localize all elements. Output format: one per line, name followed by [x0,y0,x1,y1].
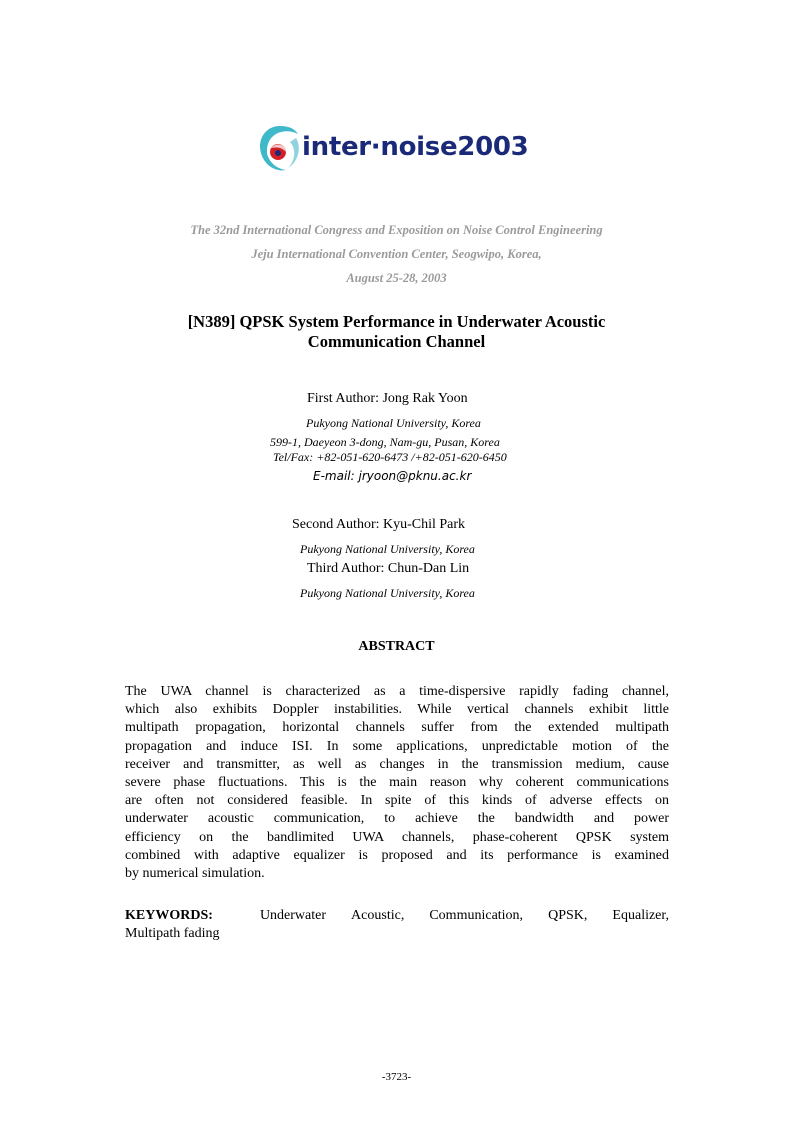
second-author-name: Second Author: Kyu-Chil Park [292,517,466,532]
abstract-line: efficiency on the bandlimited UWA channels, phase-coherent QPSK system [125,829,669,845]
first-author-email: E-mail: jryoon@pknu.ac.kr [313,469,472,483]
paper-title-line2: Communication Channel [307,332,486,351]
first-author-name: First Author: Jong Rak Yoon [307,391,468,406]
abstract-line: combined with adaptive equalizer is proposed and its performance is examined [125,847,669,863]
keyword: QPSK, [548,908,588,923]
keyword: Multipath fading [125,926,220,942]
page-number: -3723- [381,1071,412,1083]
keyword: Underwater [259,908,327,923]
keywords-label: KEYWORDS: [125,908,213,923]
keyword: Communication, [429,908,524,923]
paper-title-line1: [N389] QPSK System Performance in Underwater Acoustic [187,312,606,331]
abstract-line: multipath propagation, horizontal channels suffer from the extended multipath [125,720,669,736]
third-author-affiliation: Pukyong National University, Korea [300,586,475,600]
conference-venue: Jeju International Convention Center, Seogwipo, Korea, [251,247,542,261]
abstract-line: which also exhibits Doppler instabilities. While vertical channels exhibit little [125,702,669,718]
conference-logo [256,122,546,182]
abstract-body [125,683,669,883]
abstract-line: underwater acoustic communication, to achieve the bandwidth and power [125,811,669,827]
keyword: Acoustic, [351,908,405,923]
abstract-line: by numerical simulation. [125,866,265,882]
abstract-line: are often not considered feasible. In spite of this kinds of adverse effects on [125,793,669,809]
abstract-heading: ABSTRACT [358,639,435,654]
abstract-line: receiver and transmitter, as well as changes in the transmission medium, cause [125,756,669,772]
first-author-affiliation: Pukyong National University, Korea [306,416,481,430]
keyword: Equalizer, [612,908,669,923]
abstract-line: The UWA channel is characterized as a time-dispersive rapidly fading channel, [125,684,669,699]
first-author-address: 599-1, Daeyeon 3-dong, Nam-gu, Pusan, Korea [270,435,500,449]
first-author-telfax: Tel/Fax: +82-051-620-6473 /+82-051-620-6450 [273,450,507,464]
logo-text: inter·noise2003 [302,132,529,162]
third-author-name: Third Author: Chun-Dan Lin [307,561,470,576]
abstract-line: propagation and induce ISI. In some applications, unpredictable motion of the [125,738,669,754]
keywords [125,907,669,943]
conference-name: The 32nd International Congress and Exposition on Noise Control Engineering [190,223,603,237]
second-author-affiliation: Pukyong National University, Korea [300,542,475,556]
conference-dates: August 25-28, 2003 [346,271,447,285]
swirl-logo-icon [256,122,304,182]
abstract-line: severe phase fluctuations. This is the main reason why coherent communications [125,775,669,791]
